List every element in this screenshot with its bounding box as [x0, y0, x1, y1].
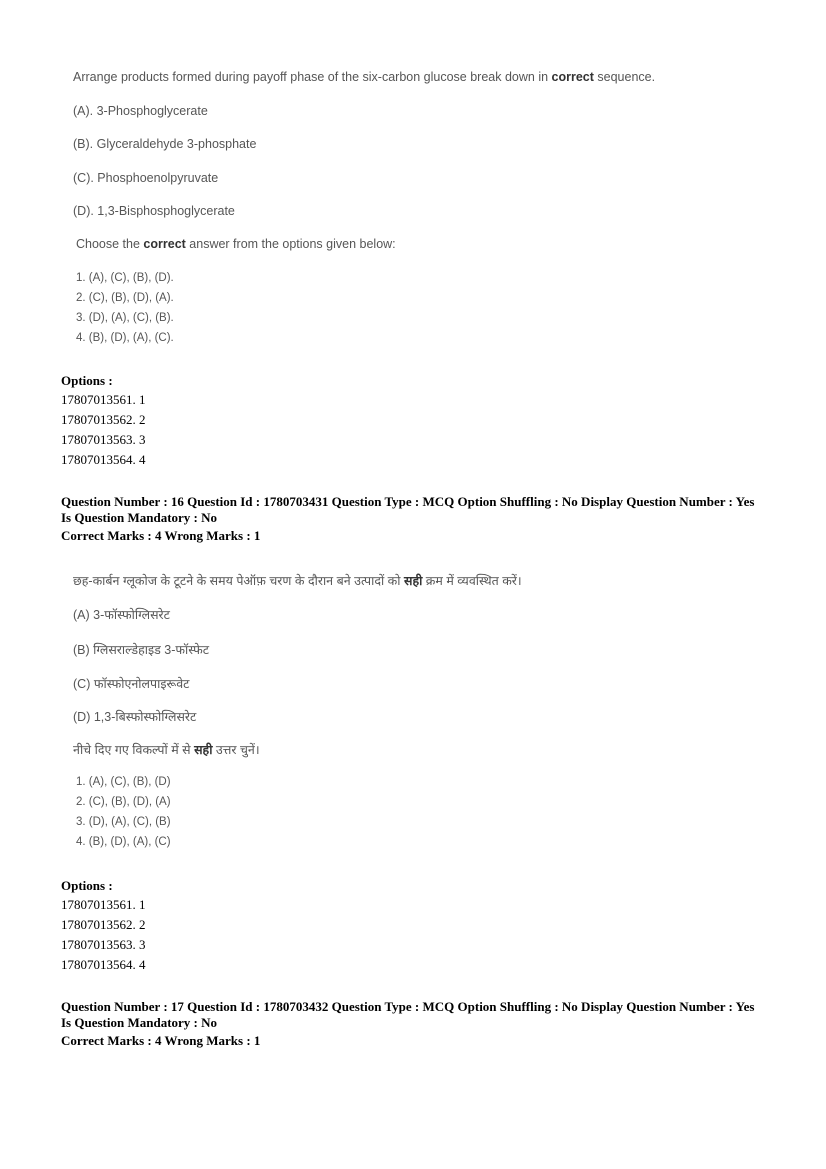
choice-1: 1. (A), (C), (B), (D) — [76, 776, 171, 788]
item-a: (A). 3-Phosphoglycerate — [73, 104, 208, 118]
choice-4: 4. (B), (D), (A), (C) — [76, 836, 171, 848]
option-id-2: 17807013562. 2 — [61, 412, 146, 427]
choice-3: 3. (D), (A), (C), (B) — [76, 816, 171, 828]
choice-2: 2. (C), (B), (D), (A). — [76, 292, 174, 304]
options-label: Options : — [61, 373, 113, 388]
choice-1: 1. (A), (C), (B), (D). — [76, 272, 174, 284]
item-b: (B). Glyceraldehyde 3-phosphate — [73, 137, 257, 151]
item-d: (D). 1,3-Bisphosphoglycerate — [73, 204, 235, 218]
instruction-text: उत्तर चुनें। — [212, 743, 260, 757]
instruction-bold: correct — [143, 237, 186, 251]
option-id-3: 17807013563. 3 — [61, 432, 146, 447]
stem-bold: सही — [404, 574, 423, 588]
question-mandatory: Is Question Mandatory : No — [61, 1015, 218, 1030]
item-d: (D) 1,3-बिस्फोस्फोग्लिसरेट — [73, 710, 197, 724]
question-stem — [73, 70, 655, 84]
instruction-bold: सही — [194, 743, 213, 757]
item-c: (C) फॉस्फोएनोलपाइरूवेट — [73, 677, 190, 691]
question-marks: Correct Marks : 4 Wrong Marks : 1 — [61, 528, 261, 543]
question-marks: Correct Marks : 4 Wrong Marks : 1 — [61, 1033, 261, 1048]
item-a: (A) 3-फॉस्फोग्लिसरेट — [73, 608, 170, 622]
choose-instruction — [73, 741, 260, 758]
stem-text: Arrange products formed during payoff phase of the six-carbon glucose break down in — [73, 70, 552, 84]
option-id-4: 17807013564. 4 — [61, 452, 146, 467]
option-id-1: 17807013561. 1 — [61, 897, 146, 912]
option-id-2: 17807013562. 2 — [61, 917, 146, 932]
option-id-1: 17807013561. 1 — [61, 392, 146, 407]
question-meta-line: Question Number : 17 Question Id : 1780703432 Question Type : MCQ Option Shuffling : No Display Question Number : Yes — [61, 999, 755, 1014]
option-id-4: 17807013564. 4 — [61, 957, 146, 972]
item-c: (C). Phosphoenolpyruvate — [73, 171, 219, 185]
options-label: Options : — [61, 878, 113, 893]
stem-text: क्रम में व्यवस्थित करें। — [422, 574, 522, 588]
choice-2: 2. (C), (B), (D), (A) — [76, 796, 171, 808]
option-id-3: 17807013563. 3 — [61, 937, 146, 952]
instruction-text: नीचे दिए गए विकल्पों में से — [73, 743, 195, 757]
item-b: (B) ग्लिसराल्डेहाइड 3-फॉस्फेट — [73, 643, 210, 657]
question-stem — [73, 572, 522, 589]
stem-bold: correct — [551, 70, 594, 84]
question-mandatory: Is Question Mandatory : No — [61, 510, 218, 525]
choice-3: 3. (D), (A), (C), (B). — [76, 312, 174, 324]
stem-text: sequence. — [593, 70, 656, 84]
choose-instruction — [76, 237, 396, 251]
instruction-text: Choose the — [76, 237, 144, 251]
instruction-text: answer from the options given below: — [185, 237, 396, 251]
question-meta-line: Question Number : 16 Question Id : 1780703431 Question Type : MCQ Option Shuffling : No Display Question Number : Yes — [61, 494, 755, 509]
stem-text: छह-कार्बन ग्लूकोज के टूटने के समय पेऑफ़ चरण के दौरान बने उत्पादों को — [73, 574, 404, 588]
choice-4: 4. (B), (D), (A), (C). — [76, 332, 174, 344]
